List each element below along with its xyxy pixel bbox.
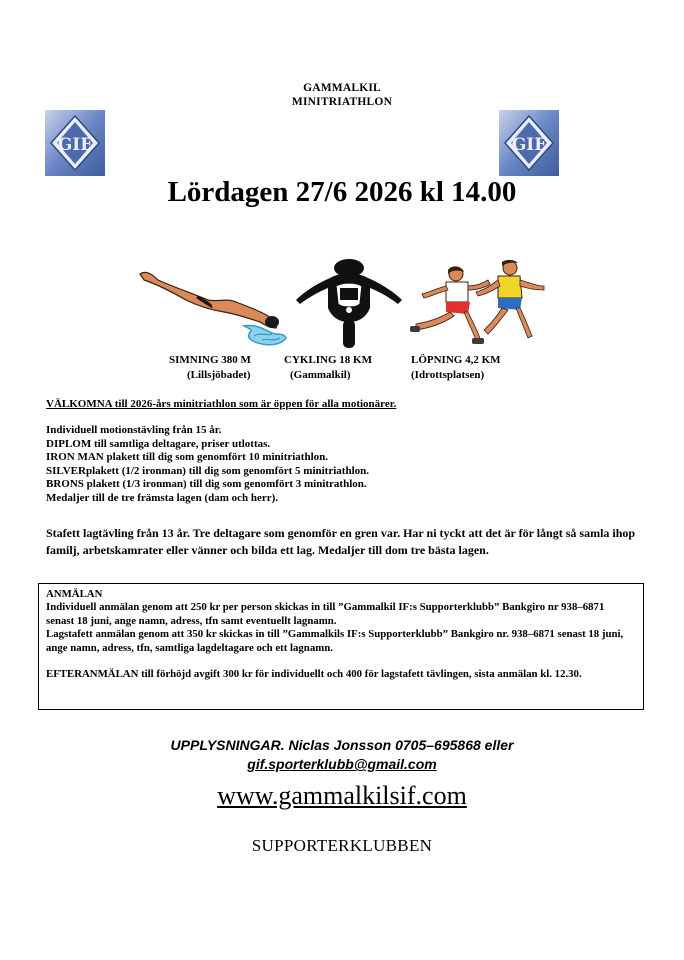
event-run-place: (Idrottsplatsen): [411, 369, 485, 381]
registration-heading: ANMÄLAN: [46, 588, 103, 600]
info-line: Individuell motionstävling från 15 år.: [46, 424, 222, 436]
website-link[interactable]: www.gammalkilsif.com: [217, 781, 467, 810]
event-swim: [169, 353, 251, 383]
club-name: GAMMALKIL: [303, 82, 381, 94]
info-line: SILVERplakett (1/2 ironman) till dig som genomfört 5 minitriathlon.: [46, 464, 369, 477]
event-name: MINITRIATHLON: [291, 96, 393, 108]
info-line: DIPLOM till samtliga deltagare, priser utlottas.: [46, 437, 271, 450]
info-list: [46, 424, 369, 505]
gif-club-logo-left: [45, 110, 105, 176]
contact-email[interactable]: gif.sporterklubb@gmail.com: [247, 756, 437, 772]
event-swim-place: (Lillsjöbadet): [187, 369, 251, 381]
info-line: IRON MAN plakett till dig som genomfört 10 minitriathlon.: [46, 451, 329, 463]
registration-team: Lagstafett anmälan genom att 350 kr skickas in till ”Gammalkils IF:s Supporterklubb” Bankgiro nr. 938–6871 senast 18 juni, ange namn, adress, tfn, samtliga lagdeltagare och ett lagnamn.: [46, 628, 624, 654]
registration-individual: Individuell anmälan genom att 250 kr per person skickas in till ”Gammalkil IF:s Supporterklubb” Bankgiro nr 938–6871 senast 18 juni, ange namn, adress, tfn samt eventuellt lagnamn.: [46, 601, 605, 627]
info-line: Medaljer till de tre främsta lagen (dam och herr).: [46, 491, 279, 504]
footer-club: SUPPORTERKLUBBEN: [251, 836, 433, 855]
registration-late: EFTERANMÄLAN till förhöjd avgift 300 kr för individuellt och 400 för lagstafett tävlingen, sista anmälan kl. 12.30.: [46, 668, 582, 681]
gif-logo-text: GIF: [511, 135, 547, 155]
event-swim-title: SIMNING 380 M: [169, 354, 251, 366]
runners-icon: [406, 258, 548, 346]
relay-paragraph: Stafett lagtävling från 13 år. Tre deltagare som genomför en gren var. Har ni tyckt att det är för långt så samla ihop familj, arbetskamrater eller vänner och bilda ett lag. Medaljer till dom tre bästa lagen.: [46, 526, 636, 557]
registration-box: [38, 583, 644, 710]
contact-info: UPPLYSNINGAR. Niclas Jonsson 0705–695868 eller: [170, 737, 514, 753]
info-line: BRONS plakett (1/3 ironman) till dig som genomfört 3 minitrathlon.: [46, 478, 367, 490]
event-run-title: LÖPNING 4,2 KM: [411, 354, 501, 366]
event-bike-place: (Gammalkil): [290, 369, 351, 381]
gif-logo-text: GIF: [57, 135, 93, 155]
cyclist-icon: [290, 258, 408, 350]
event-date: Lördagen 27/6 2026 kl 14.00: [167, 176, 517, 208]
swimmer-icon: [136, 266, 288, 348]
gif-club-logo-right: [499, 110, 559, 176]
welcome-text: VÄLKOMNA till 2026-års minitriathlon som är öppen för alla motionärer.: [46, 398, 397, 410]
event-bike-title: CYKLING 18 KM: [284, 354, 372, 366]
event-bike: [284, 353, 372, 383]
event-run: [411, 353, 501, 383]
